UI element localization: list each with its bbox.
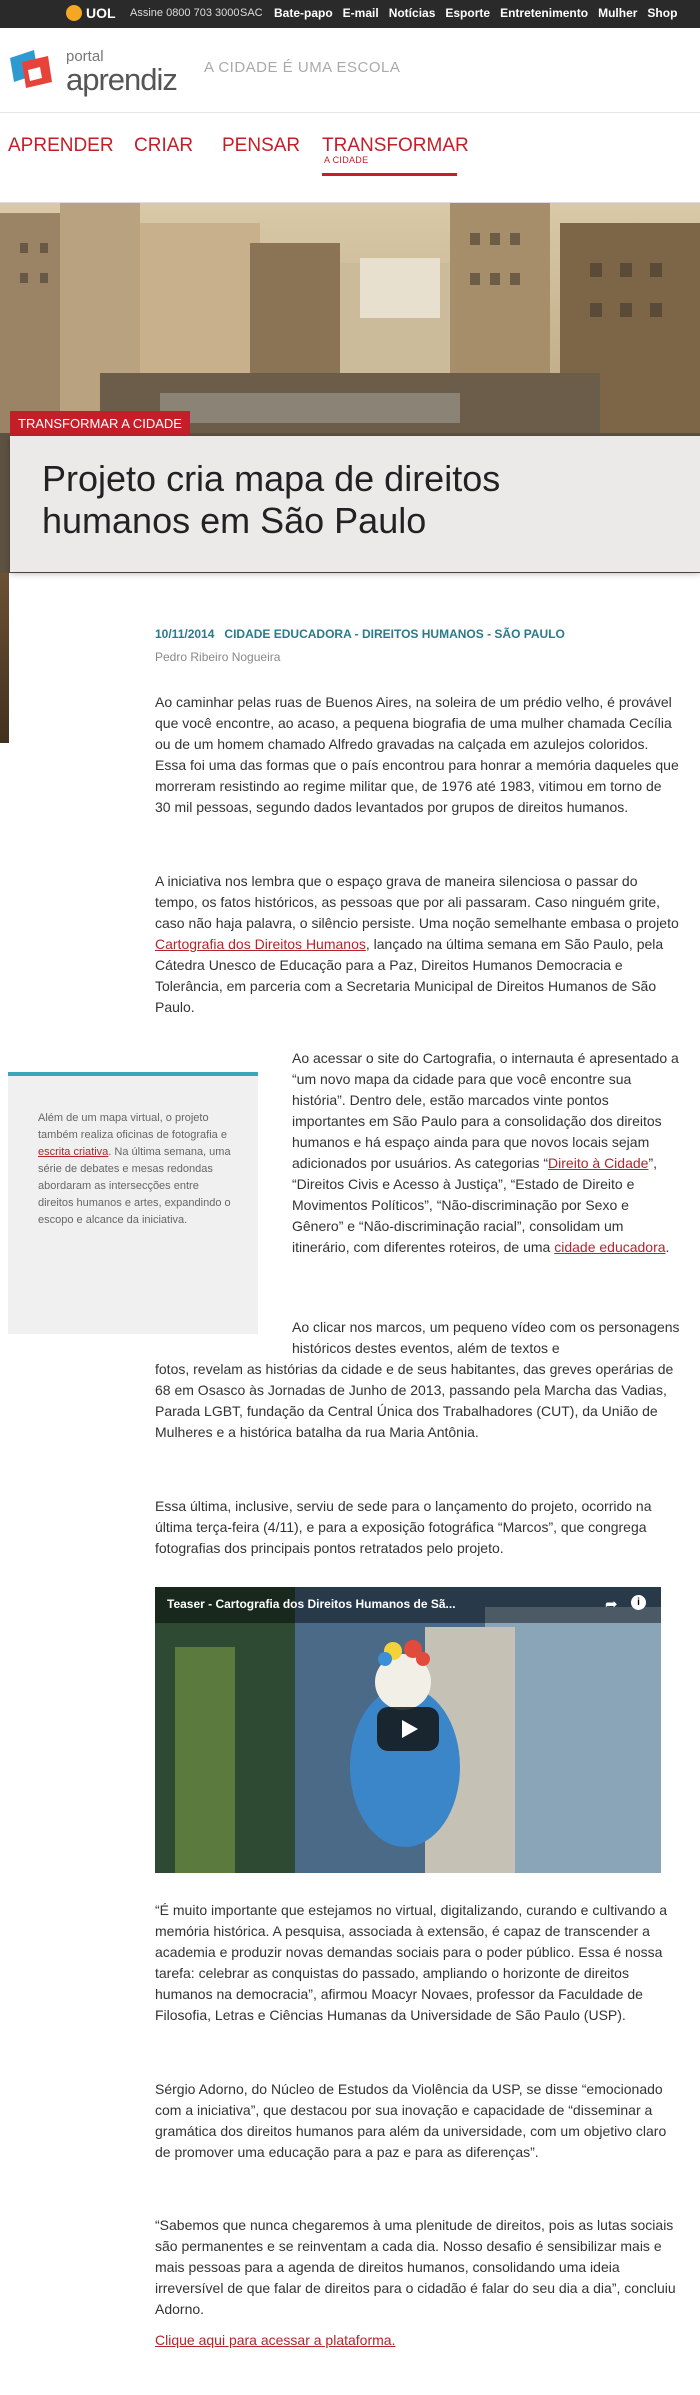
paragraph-7: Sérgio Adorno, do Núcleo de Estudos da Violência da USP, se disse “emocionado com a iniciativa”, que destacou por sua inovação e capacidade de “disseminar a gramática dos direitos humanos para além da universidade, com um objetivo claro de promover uma educação para a paz e para as diferenças”. (155, 2081, 667, 2160)
direito-a-cidade-link[interactable]: Direito à Cidade (548, 1155, 649, 1171)
video-title[interactable]: Teaser - Cartografia dos Direitos Humanos de Sã... (167, 1597, 456, 1611)
paragraph-4: fotos, revelam as histórias da cidade e de seus habitantes, das greves operárias de 68 em Osasco às Jornadas de Junho de 2013, passando pela Marcha das Vadias, Parada LGBT, fundação da Central Única dos Trabalhadores (CUT), da União de Mulheres e a histórica batalha da rua Maria Antônia. (155, 1361, 674, 1440)
paragraph-5: Essa última, inclusive, serviu de sede para o lançamento do projeto, ocorrido na última terça-feira (4/11), e para a exposição fotográfica “Marcos”, que congrega fotografias dos principais pontos retratados pelo projeto. (155, 1498, 652, 1556)
article-meta (155, 627, 565, 641)
paragraph-4-top: Ao clicar nos marcos, um pequeno vídeo com os personagens históricos destes eventos, além de textos e (292, 1319, 680, 1356)
portal-aprendiz-logo[interactable] (8, 42, 177, 102)
nav-transformar[interactable]: TRANSFORMAR (322, 135, 469, 156)
uol-logo[interactable]: UOL (66, 5, 116, 21)
main-nav (0, 113, 700, 203)
brand-small-text: portal (66, 48, 104, 65)
uol-link-shop[interactable]: Shop (647, 6, 678, 20)
paragraph-8: “Sabemos que nunca chegaremos à uma plenitude de direitos, pois as lutas sociais são permanentes e se reinventam a cada dia. Nosso desafio é sensibilizar mais e mais pessoas para a agenda de direitos humanos, consolidando uma ideia irreversível de que falar de direitos para o cidadão é falar do seu dia a dia”, concluiu Adorno. (155, 2217, 676, 2317)
hero-left-edge (0, 573, 9, 743)
sidebar-note-text: Além de um mapa virtual, o projeto também realiza oficinas de fotografia e escrita criativa. Na última semana, uma série de debates e mesas redondas abordaram as intersecções entre direitos humanos e artes, expandindo o escopo e alcance da iniciativa. (38, 1112, 231, 1226)
play-button[interactable] (377, 1707, 439, 1751)
cidade-educadora-link[interactable]: cidade educadora (554, 1239, 666, 1255)
paragraph-3: Ao acessar o site do Cartografia, o internauta é apresentado a “um novo mapa da cidade para que você encontre sua história”. Dentro dele, estão marcados vinte pontos importantes em São Paulo para a consolidação dos direitos humanos e há espaço ainda para que novos locais sejam adicionados por usuários. As categorias “Direito à Cidade”, “Direitos Civis e Acesso à Justiça”, “Estado de Direito e Movimentos Políticos”, “Não-discriminação por Sexo e Gênero” e “Não-discriminação racial”, consolidam um itinerário, com diferentes roteiros, de uma cidade educadora. (292, 1050, 679, 1255)
final-paragraph (155, 2330, 680, 2351)
uol-link-mulher[interactable]: Mulher (598, 6, 638, 20)
platform-link[interactable]: Clique aqui para acessar a plataforma. (155, 2332, 396, 2348)
paragraph-6: “É muito importante que estejamos no virtual, digitalizando, curando e cultivando a memória histórica. A pesquisa, associada à extensão, é capaz de transcender a academia e produzir novas demandas sociais para o poder público. Essa é nossa tarefa: celebrar as conquistas do passado, ampliando o horizonte de direitos humanos na democracia”, afirmou Moacyr Novaes, professor da Faculdade de Filosofia, Letras e Ciências Humanas da Universidade de São Paulo (USP). (155, 1902, 668, 2023)
paragraph-2: A iniciativa nos lembra que o espaço grava de maneira silenciosa o passar do tempo, os fatos históricos, as pessoas que por ali passaram. Caso ninguém grite, caso não haja palavra, o silêncio persiste. Uma noção semelhante embasa o projeto Cartografia dos Direitos Humanos, lançado na última semana em São Paulo, pela Cátedra Unesco de Educação para a Paz, Direitos Humanos Democracia e Tolerância, em parceria com a Secretaria Municipal de Direitos Humanos de São Paulo. (155, 873, 679, 1015)
info-icon[interactable]: i (631, 1595, 646, 1610)
article-tags[interactable]: CIDADE EDUCADORA - DIREITOS HUMANOS - SÃO PAULO (224, 627, 565, 641)
uol-link-noticias[interactable]: Notícias (388, 6, 436, 20)
uol-link-esporte[interactable]: Esporte (445, 6, 491, 20)
nav-active-indicator (322, 173, 457, 176)
video-player[interactable] (155, 1587, 661, 1873)
nav-aprender[interactable]: APRENDER (8, 135, 114, 156)
nav-criar[interactable]: CRIAR (134, 135, 194, 156)
title-box (10, 436, 700, 572)
uol-link-email[interactable]: E-mail (342, 6, 379, 20)
uol-logo-icon (66, 5, 82, 21)
uol-link-bate-papo[interactable]: Bate-papo (274, 6, 333, 20)
nav-pensar[interactable]: PENSAR (222, 135, 301, 156)
cartografia-link[interactable]: Cartografia dos Direitos Humanos (155, 936, 366, 952)
share-icon[interactable]: ➦ (605, 1596, 618, 1613)
assine-link[interactable]: Assine 0800 703 3000 (130, 7, 240, 19)
aprendiz-logo-icon (8, 48, 54, 92)
sidebar-note (8, 1072, 258, 1334)
article-title: Projeto cria mapa de direitos humanos em São Paulo (42, 458, 501, 541)
category-badge[interactable]: TRANSFORMAR A CIDADE (10, 411, 190, 436)
article-date: 10/11/2014 (155, 627, 215, 641)
brand-big-text: aprendiz (66, 62, 177, 97)
paragraph-1: Ao caminhar pelas ruas de Buenos Aires, na soleira de um prédio velho, é provável que você encontre, ao acaso, a pequena biografia de uma mulher chamada Cecília ou de um homem chamado Alfredo gravadas na calçada em azulejos coloridos. Essa foi uma das formas que o país encontrou para honrar a memória daqueles que morreram resistindo ao regime militar que, de 1976 até 1983, vitimou em torno de 30 mil pessoas, segundo dados levantados por grupos de direitos humanos. (155, 694, 679, 815)
site-tagline: A CIDADE É UMA ESCOLA (204, 59, 401, 76)
uol-links (274, 6, 687, 20)
site-header (0, 28, 700, 113)
uol-top-bar (0, 0, 700, 28)
article-author: Pedro Ribeiro Nogueira (155, 650, 281, 664)
uol-link-entretenimento[interactable]: Entretenimento (500, 6, 589, 20)
sac-link[interactable]: SAC (240, 7, 263, 19)
nav-transformar-sub: A CIDADE (324, 155, 369, 165)
escrita-criativa-link[interactable]: escrita criativa (38, 1146, 109, 1158)
